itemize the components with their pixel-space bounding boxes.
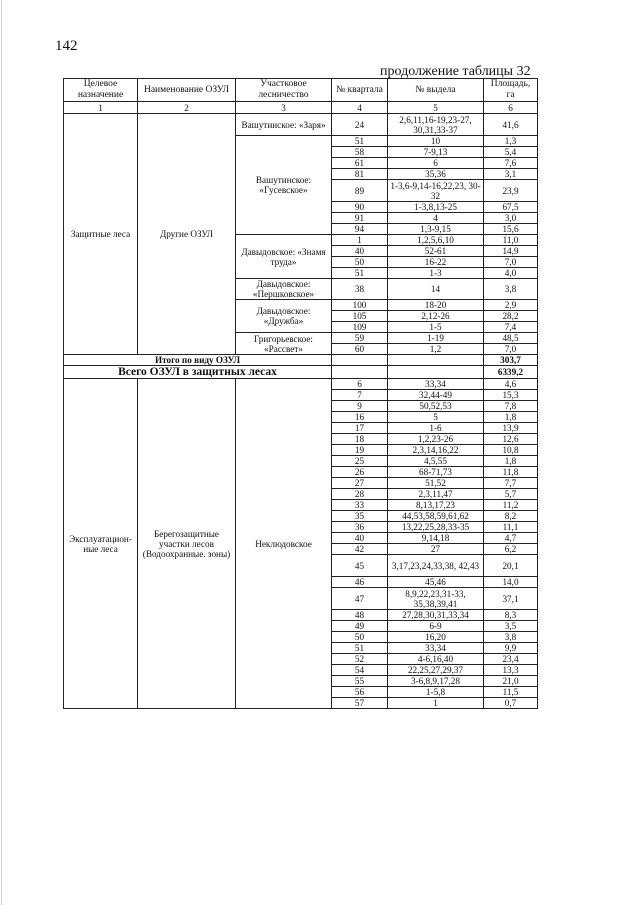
quarter-cell: 90: [332, 202, 388, 213]
quarter-cell: 28: [332, 489, 388, 500]
area-cell: 8,3: [484, 610, 538, 621]
plot-cell: 10: [388, 136, 484, 147]
quarter-cell: 49: [332, 621, 388, 632]
plot-cell: 1: [388, 698, 484, 709]
area-cell: 2,9: [484, 300, 538, 311]
quarter-cell: 33: [332, 500, 388, 511]
plot-cell: 44,53,58,59,61,62: [388, 511, 484, 522]
quarter-cell: 16: [332, 412, 388, 423]
quarter-cell: 48: [332, 610, 388, 621]
quarter-cell: 105: [332, 311, 388, 322]
quarter-cell: 24: [332, 114, 388, 136]
quarter-cell: 50: [332, 632, 388, 643]
forestry-cell: Давыдовское: «Знамя труда»: [236, 235, 332, 279]
plot-cell: 2,3,11,47: [388, 489, 484, 500]
quarter-cell: 54: [332, 665, 388, 676]
area-cell: 5,4: [484, 147, 538, 158]
column-number: 4: [332, 102, 388, 114]
plot-cell: 45,46: [388, 577, 484, 588]
quarter-cell: 51: [332, 268, 388, 279]
area-cell: 11,5: [484, 687, 538, 698]
quarter-cell: 27: [332, 478, 388, 489]
area-cell: 3,8: [484, 632, 538, 643]
subtotal-value: 303,7: [484, 355, 538, 366]
forestry-cell: Давыдовское: «Першковское»: [236, 279, 332, 300]
column-number: 6: [484, 102, 538, 114]
plot-cell: 33,34: [388, 643, 484, 654]
empty-cell: [388, 355, 484, 366]
page-number: 142: [55, 38, 78, 54]
total-row: [64, 366, 538, 379]
quarter-cell: 9: [332, 401, 388, 412]
quarter-cell: 61: [332, 158, 388, 169]
area-cell: 0,7: [484, 698, 538, 709]
area-cell: 9,9: [484, 643, 538, 654]
area-cell: 3,0: [484, 213, 538, 224]
quarter-cell: 19: [332, 445, 388, 456]
plot-cell: 1,3-9,15: [388, 224, 484, 235]
area-cell: 7,7: [484, 478, 538, 489]
quarter-cell: 91: [332, 213, 388, 224]
plot-cell: 35,36: [388, 169, 484, 180]
column-number: 1: [64, 102, 138, 114]
area-cell: 28,2: [484, 311, 538, 322]
forestry-cell: Давыдовское: «Дружба»: [236, 300, 332, 333]
purpose-cell: Эксплуатацион-ные леса: [64, 379, 138, 709]
quarter-cell: 57: [332, 698, 388, 709]
area-cell: 7,6: [484, 158, 538, 169]
plot-cell: 13,22,25,28,33-35: [388, 522, 484, 533]
area-cell: 14,9: [484, 246, 538, 257]
area-cell: 3,1: [484, 169, 538, 180]
quarter-cell: 51: [332, 136, 388, 147]
area-cell: 14,0: [484, 577, 538, 588]
header-row: [64, 79, 538, 102]
plot-cell: 27: [388, 544, 484, 555]
area-cell: 10,8: [484, 445, 538, 456]
area-cell: 6,2: [484, 544, 538, 555]
plot-cell: 2,6,11,16-19,23-27, 30,31,33-37: [388, 114, 484, 136]
column-number-row: [64, 102, 538, 114]
ozul-name-cell: Другие ОЗУЛ: [138, 114, 236, 355]
area-cell: 1,3: [484, 136, 538, 147]
quarter-cell: 40: [332, 246, 388, 257]
area-cell: 48,5: [484, 333, 538, 344]
area-cell: 12,6: [484, 434, 538, 445]
empty-cell: [332, 355, 388, 366]
quarter-cell: 94: [332, 224, 388, 235]
quarter-cell: 47: [332, 588, 388, 610]
quarter-cell: 40: [332, 533, 388, 544]
area-cell: 11,2: [484, 500, 538, 511]
empty-cell: [332, 366, 388, 379]
area-cell: 3,8: [484, 279, 538, 300]
header-ozul-name: Наименование ОЗУЛ: [138, 79, 236, 102]
plot-cell: 27,28,30,31,33,34: [388, 610, 484, 621]
forestry-cell: Неклюдовское: [236, 379, 332, 709]
area-cell: 67,5: [484, 202, 538, 213]
plot-cell: 22,25,27,29,37: [388, 665, 484, 676]
plot-cell: 3,17,23,24,33,38, 42,43: [388, 555, 484, 577]
table-row: [64, 114, 538, 136]
purpose-cell: Защитные леса: [64, 114, 138, 355]
area-cell: 1,8: [484, 412, 538, 423]
quarter-cell: 59: [332, 333, 388, 344]
column-number: 2: [138, 102, 236, 114]
plot-cell: 5: [388, 412, 484, 423]
area-cell: 1,8: [484, 456, 538, 467]
area-cell: 11,0: [484, 235, 538, 246]
area-cell: 11,8: [484, 467, 538, 478]
area-cell: 4,0: [484, 268, 538, 279]
plot-cell: 1-19: [388, 333, 484, 344]
plot-cell: 1-6: [388, 423, 484, 434]
area-cell: 13,9: [484, 423, 538, 434]
quarter-cell: 100: [332, 300, 388, 311]
forestry-cell: Вашутинское: «Гусевское»: [236, 136, 332, 235]
quarter-cell: 25: [332, 456, 388, 467]
area-cell: 23,4: [484, 654, 538, 665]
plot-cell: 6-9: [388, 621, 484, 632]
area-cell: 37,1: [484, 588, 538, 610]
quarter-cell: 35: [332, 511, 388, 522]
quarter-cell: 81: [332, 169, 388, 180]
header-purpose: Целевое назначение: [64, 79, 138, 102]
table-row: [64, 379, 538, 390]
area-cell: 7,0: [484, 344, 538, 355]
quarter-cell: 50: [332, 257, 388, 268]
column-number: 5: [388, 102, 484, 114]
area-cell: 7,8: [484, 401, 538, 412]
plot-cell: 68-71,73: [388, 467, 484, 478]
plot-cell: 1-5: [388, 322, 484, 333]
plot-cell: 2,3,14,16,22: [388, 445, 484, 456]
area-cell: 8,2: [484, 511, 538, 522]
column-number: 3: [236, 102, 332, 114]
plot-cell: 2,12-26: [388, 311, 484, 322]
header-quarter: № квартала: [332, 79, 388, 102]
quarter-cell: 55: [332, 676, 388, 687]
plot-cell: 6: [388, 158, 484, 169]
quarter-cell: 42: [332, 544, 388, 555]
subtotal-row: [64, 355, 538, 366]
plot-cell: 51,52: [388, 478, 484, 489]
area-cell: 4,7: [484, 533, 538, 544]
quarter-cell: 17: [332, 423, 388, 434]
empty-cell: [388, 366, 484, 379]
header-forestry: Участковое лесничество: [236, 79, 332, 102]
plot-cell: 1-5,8: [388, 687, 484, 698]
quarter-cell: 51: [332, 643, 388, 654]
quarter-cell: 36: [332, 522, 388, 533]
area-cell: 7,0: [484, 257, 538, 268]
area-cell: 3,5: [484, 621, 538, 632]
plot-cell: 4,5,55: [388, 456, 484, 467]
plot-cell: 4: [388, 213, 484, 224]
quarter-cell: 1: [332, 235, 388, 246]
area-cell: 5,7: [484, 489, 538, 500]
quarter-cell: 26: [332, 467, 388, 478]
quarter-cell: 38: [332, 279, 388, 300]
quarter-cell: 52: [332, 654, 388, 665]
plot-cell: 8,13,17,23: [388, 500, 484, 511]
total-label: Всего ОЗУЛ в защитных лесах: [64, 366, 332, 379]
area-cell: 11,1: [484, 522, 538, 533]
scan-edge-mark: [1, 0, 4, 905]
quarter-cell: 7: [332, 390, 388, 401]
quarter-cell: 89: [332, 180, 388, 202]
plot-cell: 8,9,22,23,31-33, 35,38,39,41: [388, 588, 484, 610]
quarter-cell: 56: [332, 687, 388, 698]
area-cell: 15,6: [484, 224, 538, 235]
area-cell: 7,4: [484, 322, 538, 333]
plot-cell: 7-9,13: [388, 147, 484, 158]
plot-cell: 3-6,8,9,17,28: [388, 676, 484, 687]
area-cell: 41,6: [484, 114, 538, 136]
area-cell: 23,9: [484, 180, 538, 202]
subtotal-label: Итого по виду ОЗУЛ: [64, 355, 332, 366]
plot-cell: 16-22: [388, 257, 484, 268]
quarter-cell: 58: [332, 147, 388, 158]
quarter-cell: 109: [332, 322, 388, 333]
table-continuation-caption: продолжение таблицы 32: [380, 64, 531, 79]
plot-cell: 52-61: [388, 246, 484, 257]
plot-cell: 33,34: [388, 379, 484, 390]
plot-cell: 4-6,16,40: [388, 654, 484, 665]
header-area: Площадь, га: [484, 79, 538, 102]
quarter-cell: 60: [332, 344, 388, 355]
area-cell: 21,0: [484, 676, 538, 687]
area-cell: 4,6: [484, 379, 538, 390]
quarter-cell: 45: [332, 555, 388, 577]
ozul-table: [63, 78, 538, 709]
quarter-cell: 18: [332, 434, 388, 445]
forestry-cell: Вашутинское: «Заря»: [236, 114, 332, 136]
plot-cell: 14: [388, 279, 484, 300]
total-value: 6339,2: [484, 366, 538, 379]
ozul-name-cell: Берегозащитные участки лесов (Водоохранные. зоны): [138, 379, 236, 709]
plot-cell: 9,14,18: [388, 533, 484, 544]
plot-cell: 32,44-49: [388, 390, 484, 401]
quarter-cell: 6: [332, 379, 388, 390]
area-cell: 20,1: [484, 555, 538, 577]
plot-cell: 1,2: [388, 344, 484, 355]
plot-cell: 1,2,5,6,10: [388, 235, 484, 246]
plot-cell: 1,2,23-26: [388, 434, 484, 445]
quarter-cell: 46: [332, 577, 388, 588]
header-plot: № выдела: [388, 79, 484, 102]
plot-cell: 16,20: [388, 632, 484, 643]
plot-cell: 1-3,8,13-25: [388, 202, 484, 213]
area-cell: 13,3: [484, 665, 538, 676]
plot-cell: 50,52,53: [388, 401, 484, 412]
plot-cell: 1-3,6-9,14-16,22,23, 30-32: [388, 180, 484, 202]
plot-cell: 18-20: [388, 300, 484, 311]
forestry-cell: Григорьевское: «Рассвет»: [236, 333, 332, 355]
plot-cell: 1-3: [388, 268, 484, 279]
area-cell: 15,3: [484, 390, 538, 401]
